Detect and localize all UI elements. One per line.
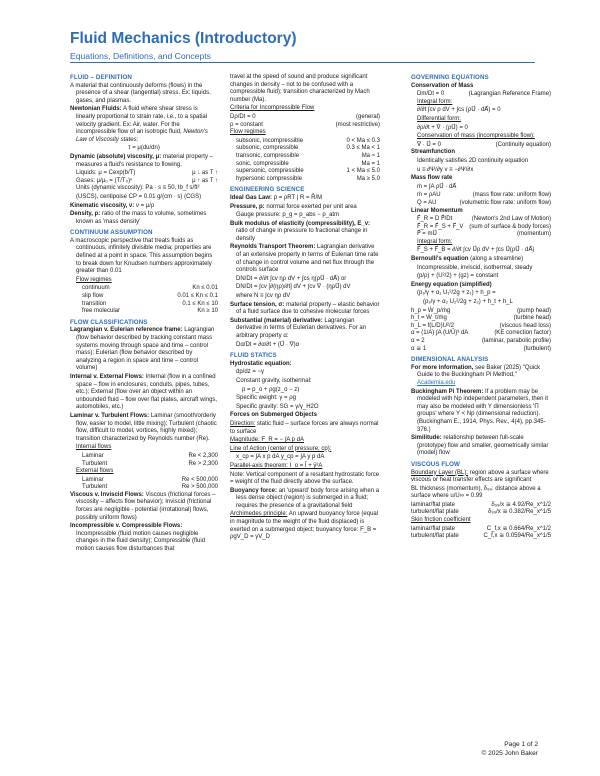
mass-differential-label: Differential form:: [417, 115, 461, 122]
section-heading-dimensional-analysis: DIMENSIONAL ANALYSIS: [411, 356, 489, 364]
section-heading-flow-classifications: FLOW CLASSIFICATIONS: [70, 318, 148, 326]
buoyancy-force: Buoyancy force: an 'upward' body force arising when a less dense object (region) is submerged in a fluid; requires the presence of a gravitational field: [230, 487, 380, 509]
specific-gravity: Specific gravity: SG = γ/γ_H2O: [236, 403, 319, 410]
bl-thickness: BL thickness (momentum), δ₉₉: distance above a surface where u/U∞ = 0.99: [411, 485, 541, 500]
compressible-continued: travel at the speed of sound and produce significant changes in density – not to be confused with a compressible fluid); transition characterized by Mach number (Ma).: [230, 74, 370, 103]
criteria-row: ρ = constant (most restrictive): [230, 121, 380, 128]
mass-differential-equation: ∂ρ/∂t + ∇ · (ρU⃗) = 0: [417, 124, 468, 131]
skin-friction-row: turbulent/flat plate C_f,x ≅ 0.0594/Re_x^1/5: [411, 533, 551, 540]
bernoulli-equation: (p/ρ) + (U²/2) + (gz) = constant: [417, 273, 499, 280]
line-of-action-equation: x_cp = ∫A x p dA y_cp = ∫A y p dA: [236, 454, 325, 461]
knudsen-regimes-label: Flow regimes: [76, 276, 112, 283]
boundary-layer: Boundary Layer (BL): region above a surface where viscous or heat transfer effects are significant: [411, 469, 549, 484]
reynolds-transport-theorem: Reynolds Transport Theorem: Lagrangian derivative of an extensive property in terms of Eulerian time rate of change in control volume and net flux through the controls surface: [230, 244, 379, 274]
mass-lagrangian-row: Dm/Dt = 0 (Lagrangian Reference Frame): [417, 91, 551, 98]
mach-regime-row: subsonic, incompressible 0 < Ma ≤ 0.3: [236, 137, 380, 144]
gases-viscosity-row: Gases: μ/μ₀ = (T/T₀)ⁿ μ ↑ as T ↑: [76, 177, 218, 184]
incompressible-criteria-label: Criteria for Incompressible Flow: [230, 105, 315, 112]
internal-flows-label: Internal flows: [76, 444, 112, 451]
skin-friction-label: Skin friction coefficient: [411, 517, 471, 524]
ideal-gas-law: Ideal Gas Law: p = ρRT | R = R̄/M: [230, 194, 323, 201]
page-number: Page 1 of 2: [504, 741, 538, 748]
substantial-derivative: Substantial (material) derivative: Lagrangian derivative in terms of Eulerian derivatives. For an arbitrary property α:: [230, 317, 367, 339]
head-row: h_p = Ẇ_p/ṁg (pump head): [411, 307, 551, 314]
viscosity-law-equation: τ = μ(du/dn): [128, 145, 160, 152]
laminar-turbulent: Laminar v. Turbulent Flows: Laminar (smooth/orderly flow, easier to model, little mixing); Turbulent (chaotic flow, difficult to model, vortices, highly mixed); transition characterized by Reynolds number (Re).: [70, 412, 217, 442]
similitude: Similitude: relationship between full-scale (prototype) flow and smaller, geometrically similar (model) flow: [411, 435, 549, 457]
streamfunction-label: Streamfunction: [411, 149, 456, 156]
momentum-row: P⃗ = mU⃗ (momentum): [417, 231, 551, 238]
pressure-definition: Pressure, p: normal force exerted per unit area: [230, 203, 357, 210]
page-subtitle: Equations, Definitions, and Concepts: [70, 51, 211, 61]
column-1: [70, 74, 218, 555]
archimedes-principle: Archimedes principle: An upward buoyancy force (equal in magnitude to the weight of the fluid displaced) is exerted on a submerged object; buoyancy force: F_B = ρgV_D = γV_D: [230, 511, 379, 541]
rtt-equation-1: DN/Dt = ∂/∂t ∫cv ηρ dV + ∫cs η(ρU⃗ · dA⃗) or: [236, 275, 347, 282]
streamfunction-equation: u ≡ ∂Ψ/∂y v ≡ −∂Ψ/∂x: [417, 166, 474, 173]
hydrostatic-equation: dp/dz = −γ: [236, 369, 265, 376]
external-flow-row: Laminar Re < 500,000: [82, 476, 218, 483]
force-direction: Direction: static fluid – surface forces are always normal to surface: [230, 420, 379, 435]
column-2: [230, 74, 380, 543]
viscosity-units: Units (dynamic viscosity): Pa · s ≡ 50, Ib_f s/ft²: [76, 185, 200, 192]
kinematic-viscosity: Kinematic viscosity, ν: ν = μ/ρ: [70, 202, 155, 209]
rtt-where: where N ≡ ∫cv ηρ dV: [236, 293, 291, 300]
density-definition: Density, ρ: ratio of the mass to volume, sometimes known as 'mass density': [70, 211, 207, 225]
line-of-action-label: Line of Action (center of pressure, cp):: [230, 445, 332, 452]
academia-link[interactable]: Academia.edu: [417, 379, 456, 386]
external-flow-row: Turbulent Re > 500,000: [82, 484, 218, 491]
substantial-derivative-equation: Dα/Dt = ∂α/∂t + (U⃗ · ∇)α: [236, 341, 300, 348]
bulk-modulus: Bulk modulus of elasticity (compressibility), E_v: ratio of change in pressure to fractional change in density: [230, 220, 371, 242]
external-flows-label: External flows: [76, 468, 114, 475]
momentum-integral-label: Integral form:: [417, 238, 453, 245]
mass-integral-label: Integral form:: [417, 98, 453, 105]
more-information: For more information, see Baker (2025) "Quick Guide to the Buckingham Pi Method," Academia.edu: [411, 364, 541, 386]
momentum-row: F⃗_R = F⃗_S + F⃗_V (sum of surface & body forces): [417, 223, 551, 230]
mach-regime-row: hypersonic compressible Ma ≥ 5.0: [236, 175, 380, 182]
streamfunction-text: Identically satisfies 2D continuity equation: [417, 157, 529, 164]
mach-regimes-label: Flow regimes: [230, 129, 266, 136]
constant-gravity-equation: p = p_o + ρg(z_o − z): [242, 386, 300, 393]
conservation-of-mass-label: Conservation of Mass: [411, 82, 474, 89]
rtt-equation-2: DN/Dt = ∫cv [∂(ηρ)/∂t] dV + ∫cv ∇ · (ηρU⃗) dV: [236, 284, 351, 291]
volumetric-flow-row: Q = AU (volumetric flow rate: uniform flow): [417, 199, 551, 206]
mass-flow-rate-label: Mass flow rate: [411, 175, 453, 182]
viscosity-units-2: (USCS), centipoise CP = 0.01 g/(cm · s) (CGS): [76, 193, 202, 200]
mach-regime-row: subsonic, compressible 0.3 ≤ Ma < 1: [236, 145, 380, 152]
section-heading-viscous-flow: VISCOUS FLOW: [411, 460, 460, 468]
lagrangian-eulerian: Lagrangian v. Eulerian reference frame: Lagrangian (flow behavior described by tracking constant mass systems moving through space and time – control mass); Eulerian (flow behavior described by analyzing a region in space and time – control volume): [70, 327, 215, 372]
newtonian-fluids: Newtonian Fluids: A fluid where shear stress is linearly proportional to strain rate, i.e., to a spatial velocity gradient. Ex: Air, water. For the incompressible flow of an isotropic fluid, Newton's Law of Viscosity states:: [70, 106, 208, 143]
buckingham-pi-theorem: Buckingham Pi Theorem: If a problem may be modeled with Np independent parameters, then it may also be modeled with Y dimensionless 'Π groups' where Y < Np (dimensional reduction). (Buckingham E., 1914, Phys. Rev., 4(4), pp.345-376.): [411, 388, 549, 433]
copyright: © 2025 John Baker: [481, 750, 538, 757]
mass-flow-equation: ṁ = ∫A ρU⃗ · dA⃗: [417, 183, 457, 190]
parallel-axis-theorem: Parallel-axis theorem: I_o = Ī + ȳ²A: [230, 462, 323, 469]
internal-flow-row: Turbulent Re > 2,300: [82, 460, 218, 467]
bernoulli-conditions: Incompressible, inviscid, isothermal, steady: [417, 264, 533, 271]
gauge-pressure: Gauge pressure: p_g = p_abs − p_atm: [236, 212, 340, 219]
alpha-row: α = 2 (laminar, parabolic profile): [411, 338, 551, 344]
dynamic-viscosity: Dynamic (absolute) viscosity, μ: material property – measures a fluid's resistance to flowing.: [70, 153, 213, 168]
hydrostatic-label: Hydrostatic equation:: [230, 360, 292, 367]
continuity-row: ∇ · U⃗ = 0 (Continuity equation): [417, 141, 551, 148]
mass-flow-row: ṁ = ρAU (mass flow rate: uniform flow): [417, 192, 551, 199]
internal-external: Internal v. External Flows: Internal (flow in a confined space – flow in enclosures, conduits, pipes, tubes, etc.); External (flow over an object within an unbounded fluid – flow over flat plates, aircraft wings, automobiles, etc.): [70, 373, 218, 411]
force-magnitude: Magnitude: F_R = − ∫A p dA: [230, 437, 305, 444]
head-row: h_t = Ẇ_t/ṁg (turbine head): [411, 315, 551, 322]
fluid-definition-text: A material that continuously deforms (flows) in the presence of a shear (tangential) stress. Ex: liquids, gases, and plasmas.: [70, 82, 211, 104]
viscous-inviscid: Viscous v. Inviscid Flows: Viscous (frictional forces – viscosity – affects flow behavior); Inviscid (frictional forces are negligible - potential (irrotational) flows, possibly uniform flows): [70, 491, 216, 521]
constant-gravity-label: Constant gravity, isothermal:: [236, 377, 312, 384]
surface-tension: Surface tension, σ: material property – elastic behavior of a fluid surface due to cohesive molecular forces: [230, 301, 380, 316]
bl-thickness-row: turbulent/flat plate δ₉₉/x ≅ 0.382/Re_x^1/5: [411, 509, 551, 516]
section-heading-continuum: CONTINUUM ASSUMPTION: [70, 229, 153, 237]
section-heading-fluid-statics: FLUID STATICS: [230, 352, 277, 360]
submerged-forces-label: Forces on Submerged Objects: [230, 412, 318, 419]
column-3: [411, 74, 551, 541]
linear-momentum-label: Linear Momentum: [411, 207, 463, 214]
alpha-row: α ≅ 1 (turbulent): [411, 345, 551, 352]
section-heading-fluid-definition: FLUID – DEFINITION: [70, 74, 132, 81]
momentum-row: F⃗_R = D P⃗/Dt (Newton's 2nd Law of Motion): [417, 216, 551, 223]
knudsen-regime-row: free molecular Kn ≥ 10: [82, 308, 218, 315]
criteria-row: Dρ/Dt = 0 (general): [230, 113, 380, 120]
knudsen-regime-row: continuum Kn ≤ 0.01: [82, 285, 218, 292]
incompressible-mass-label: Conservation of mass (incompressible flow):: [417, 133, 535, 140]
continuum-text: A macroscopic perspective that treats fluids as continuous, infinitely divisible media; properties are defined at a point in space. This assumption begins to break down for Knudsen numbers approximately greater than 0.01: [70, 237, 213, 275]
knudsen-regime-row: transition 0.1 ≤ Kn ≤ 10: [82, 300, 218, 307]
energy-equation-label: Energy equation (simplified): [411, 281, 492, 288]
alpha-row: α = (1/A) ∫A (U/Ū)³ dA (KE correction factor): [411, 330, 551, 337]
page-title: Fluid Mechanics (Introductory): [70, 30, 297, 47]
liquids-viscosity-row: Liquids: μ = Cexp(b/T) μ ↓ as T ↑: [76, 170, 218, 177]
bernoulli-heading: Bernoulli's equation (along a streamline): [411, 256, 524, 263]
skin-friction-row: laminar/flat plate C_f,x ≅ 0.664/Re_x^1/2: [411, 525, 551, 532]
section-heading-engineering-science: ENGINEERING SCIENCE: [230, 186, 305, 194]
page-footer: [481, 740, 538, 758]
title-rule: [70, 62, 535, 63]
mach-regime-row: sonic, compressible Ma = 1: [236, 160, 380, 167]
specific-weight: Specific weight: γ = ρg: [236, 395, 296, 402]
mass-integral-equation: ∂/∂t ∫cv ρ dV + ∫cs (ρU⃗ · dA⃗) = 0: [417, 107, 501, 114]
bl-thickness-row: laminar/flat plate δ₉₉/x ≅ 4.92/Re_x^1/2: [411, 501, 551, 508]
hydrostatic-note: Note: Vertical component of a resultant hydrostatic force = weight of the fluid directly above the surface.: [230, 471, 380, 486]
momentum-integral-equation: F⃗_S + F⃗_B = ∂/∂t ∫cv U⃗ρ dV + ∫cs U⃗(ρU⃗ · dA⃗): [417, 247, 535, 254]
section-heading-governing-equations: GOVERNING EQUATIONS: [411, 74, 489, 81]
incompressible-compressible: Incompressible v. Compressible Flows: Incompressible (fluid motion causes negligible changes in the fluid density); Compressible (fluid motion causes flow disturbances that: [70, 523, 206, 553]
mach-regime-row: transonic, compressible Ma ≈ 1: [236, 152, 380, 159]
head-row: h_L = f(L/D)U²/2 (viscous head loss): [411, 322, 551, 329]
internal-flow-row: Laminar Re < 2,300: [82, 452, 218, 459]
mach-regime-row: supersonic, compressible 1 < Ma ≤ 5.0: [236, 168, 380, 175]
energy-equation-1: (p₁/γ + α₁ U₁²/2g + z₁) + h_p =: [417, 290, 496, 297]
knudsen-regime-row: slip flow 0.01 ≤ Kn ≤ 0.1: [82, 293, 218, 300]
energy-equation-2: (p₂/γ + α₂ U₂²/2g + z₂) + h_t + h_L: [423, 299, 513, 306]
